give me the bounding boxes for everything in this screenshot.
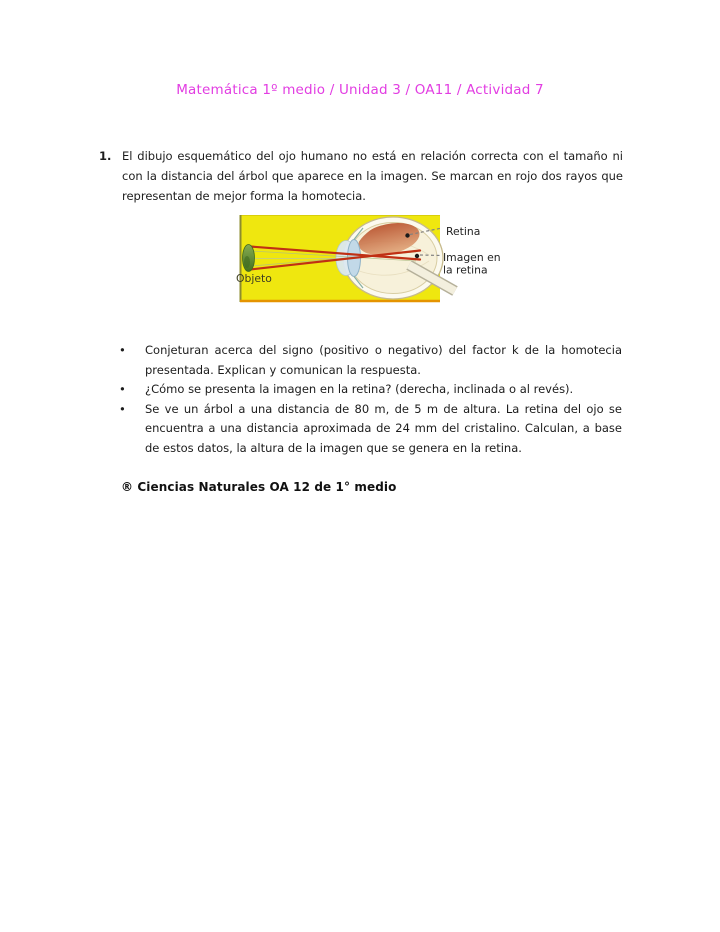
retina-marker-dot	[405, 233, 409, 237]
activity-bullet-list	[119, 341, 622, 458]
bullet-text: Conjeturan acerca del signo (positivo o negativo) del factor k de la homotecia presentada. Explican y comunican la respuesta.	[145, 343, 622, 377]
list-item	[119, 400, 622, 459]
list-item	[119, 341, 622, 380]
tree-object	[243, 245, 255, 272]
image-label-line1: Imagen en	[443, 251, 501, 264]
exercise-number: 1.	[99, 149, 112, 163]
image-marker-dot	[415, 254, 419, 258]
bullet-marker: •	[119, 382, 126, 396]
exercise-statement: El dibujo esquemático del ojo humano no está en relación correcta con el tamaño ni con la distancia del árbol que aparece en la imagen. Se marcan en rojo dos rayos que representan de mejor forma la homotecia.	[122, 149, 623, 203]
image-label-line2: la retina	[443, 263, 488, 277]
list-item	[119, 380, 622, 400]
source-reference: ® Ciencias Naturales OA 12 de 1° medio	[121, 480, 397, 494]
bullet-text: Se ve un árbol a una distancia de 80 m, de 5 m de altura. La retina del ojo se encuentra a una distancia aproximada de 24 mm del cristalino. Calculan, a base de estos datos, la altura de la imagen que se genera en la retina.	[145, 401, 622, 455]
retina-label: Retina	[446, 225, 481, 238]
eye-homothety-diagram	[236, 215, 510, 303]
bullet-text: ¿Cómo se presenta la imagen en la retina? (derecha, inclinada o al revés).	[145, 382, 574, 396]
bullet-marker: •	[119, 401, 126, 416]
eye-diagram-graphic	[236, 215, 510, 303]
bullet-marker: •	[119, 343, 126, 357]
object-label: Objeto	[236, 272, 272, 285]
page-title: Matemática 1º medio / Unidad 3 / OA11 / Actividad 7	[176, 82, 544, 98]
exercise-item-1	[99, 147, 623, 206]
